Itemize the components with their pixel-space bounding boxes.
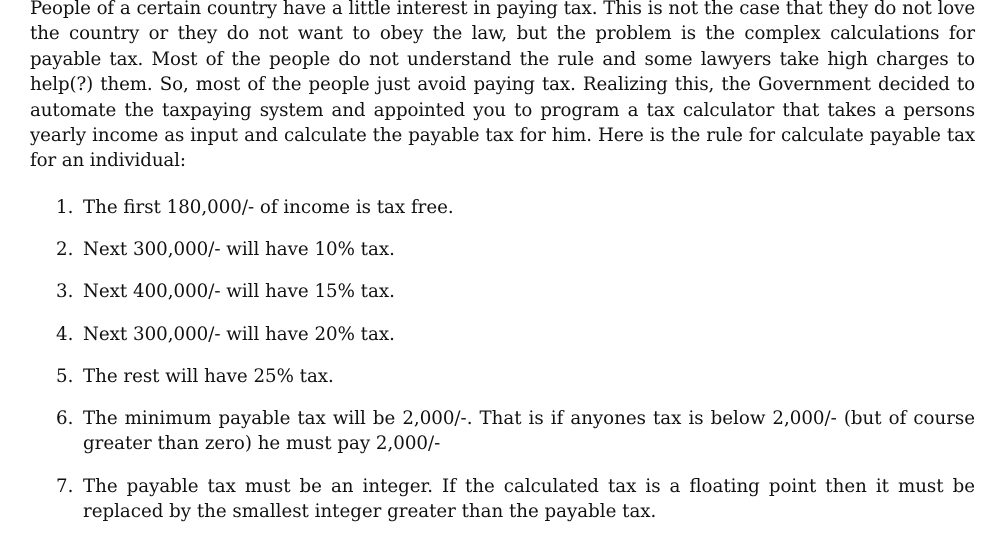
rule-number: 1. [56, 197, 74, 218]
rule-text: Next 300,000/- will have 20% tax. [83, 323, 395, 345]
rule-number: 3. [56, 281, 74, 303]
rule-item-1 [30, 195, 975, 220]
rule-text: The first 180,000/- of income is tax free. [83, 197, 454, 218]
rule-text: Next 300,000/- will have 10% tax. [83, 239, 395, 261]
rule-item-7 [30, 474, 975, 525]
document-page [30, 0, 975, 523]
rule-item-5 [30, 364, 975, 389]
tax-rules-list [30, 195, 975, 541]
rule-number: 2. [56, 239, 74, 261]
rule-number: 4. [56, 323, 74, 345]
intro-paragraph: People of a certain country have a little interest in paying tax. This is not the case that they do not love the country or they do not want to obey the law, but the problem is the complex calculations for payable tax. Most of the people do not understand the rule and some lawyers take high charges to help(?) them. So, most of the people just avoid paying tax. Realizing this, the Government decided to automate the taxpaying system and appointed you to program a tax calculator that takes a persons yearly income as input and calculate the payable tax for him. Here is the rule for calculate payable tax for an individual: [30, 0, 975, 172]
rule-text: The rest will have 25% tax. [83, 365, 334, 387]
rule-number: 6. [56, 408, 74, 430]
rule-item-4 [30, 322, 975, 347]
rule-number: 5. [56, 365, 74, 387]
rule-text: The payable tax must be an integer. If the calculated tax is a floating point then it must be replaced by the smallest integer greater than the payable tax. [83, 475, 975, 523]
rule-item-6 [30, 406, 975, 457]
rule-item-3 [30, 279, 975, 304]
rule-item-2 [30, 237, 975, 262]
rule-text: The minimum payable tax will be 2,000/-. That is if anyones tax is below 2,000/- (but of course greater than zero) he must pay 2,000/- [83, 408, 975, 455]
rule-number: 7. [56, 475, 74, 497]
rule-text: Next 400,000/- will have 15% tax. [83, 281, 395, 303]
